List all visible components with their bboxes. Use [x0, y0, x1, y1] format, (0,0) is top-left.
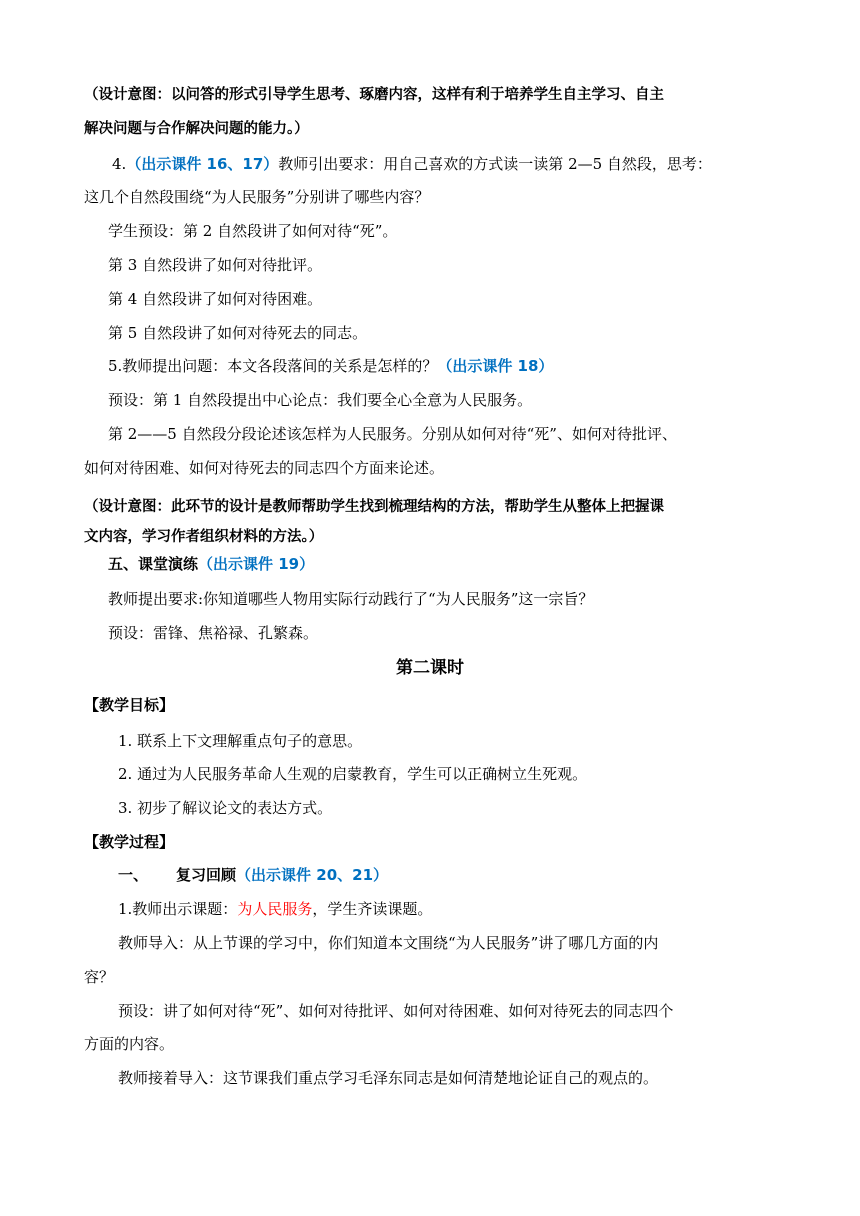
- review-line1: [118, 898, 432, 920]
- step4-line1: [112, 153, 712, 175]
- preset2-line1: 预设：第 1 自然段提出中心论点：我们要全心全意为人民服务。: [108, 391, 533, 409]
- goal-2: 2. 通过为人民服务革命人生观的启蒙教育，学生可以正确树立生死观。: [118, 765, 588, 783]
- goal-1: 1. 联系上下文理解重点句子的意思。: [118, 732, 363, 750]
- review3-line2: 方面的内容。: [84, 1035, 175, 1053]
- step4-text1: 教师引出要求：用自己喜欢的方式读一读第 2—5 自然段，思考：: [278, 155, 712, 173]
- review2-line1: 教师导入：从上节课的学习中，你们知道本文围绕“为人民服务”讲了哪几方面的内: [118, 934, 659, 952]
- goal-3: 3. 初步了解议论文的表达方式。: [118, 799, 333, 817]
- preset1-line3: 第 4 自然段讲了如何对待困难。: [108, 290, 323, 308]
- lesson2-title: 第二课时: [396, 658, 464, 678]
- review3-line1: 预设：讲了如何对待“死”、如何对待批评、如何对待困难、如何对待死去的同志四个: [118, 1002, 674, 1020]
- design-intent-2-line1: （设计意图：此环节的设计是教师帮助学生找到梳理结构的方法，帮助学生从整体上把握课: [84, 499, 664, 515]
- review-heading: [118, 864, 388, 886]
- design-intent-2-line2: 文内容，学习作者组织材料的方法。）: [84, 529, 324, 545]
- review-title: 复习回顾: [176, 866, 237, 884]
- lesson-title-highlight: 为人民服务: [237, 900, 313, 918]
- courseware-ref-18: （出示课件 18）: [437, 357, 554, 375]
- step4-line2: 这几个自然段围绕“为人民服务”分别讲了哪些内容？: [84, 188, 430, 206]
- section5-preset: 预设：雷锋、焦裕禄、孔繁森。: [108, 624, 319, 642]
- review2-line2: 容？: [84, 968, 115, 986]
- preset1-line4: 第 5 自然段讲了如何对待死去的同志。: [108, 324, 368, 342]
- courseware-ref-19: （出示课件 19）: [198, 555, 315, 573]
- section5-heading: [108, 553, 314, 575]
- design-intent-1-line1: （设计意图：以问答的形式引导学生思考、琢磨内容，这样有利于培养学生自主学习、自主: [84, 87, 664, 103]
- review1-post: ，学生齐读课题。: [312, 900, 433, 918]
- review-number: 一、: [118, 866, 149, 884]
- review1-pre: 1.教师出示课题：: [118, 900, 238, 918]
- goals-header: 【教学目标】: [84, 696, 175, 714]
- step4-number: 4.: [112, 155, 127, 173]
- preset2-line3: 如何对待困难、如何对待死去的同志四个方面来论述。: [84, 459, 445, 477]
- review4-line: 教师接着导入：这节课我们重点学习毛泽东同志是如何清楚地论证自己的观点的。: [118, 1069, 659, 1087]
- courseware-ref-20-21: （出示课件 20、21）: [236, 866, 389, 884]
- process-header: 【教学过程】: [84, 833, 175, 851]
- preset2-line2: 第 2——5 自然段分段论述该怎样为人民服务。分别从如何对待“死”、如何对待批评、: [108, 425, 677, 443]
- section5-title: 五、课堂演练: [108, 555, 199, 573]
- preset1-line2: 第 3 自然段讲了如何对待批评。: [108, 256, 323, 274]
- section5-task: 教师提出要求:你知道哪些人物用实际行动践行了“为人民服务”这一宗旨？: [108, 590, 594, 608]
- step5-text: 5.教师提出问题：本文各段落间的关系是怎样的？: [108, 357, 438, 375]
- design-intent-1-line2: 解决问题与合作解决问题的能力。）: [84, 121, 309, 137]
- preset1-line1: 学生预设：第 2 自然段讲了如何对待“死”。: [108, 222, 398, 240]
- courseware-ref-16-17: （出示课件 16、17）: [126, 155, 279, 173]
- step5-line: [108, 355, 553, 377]
